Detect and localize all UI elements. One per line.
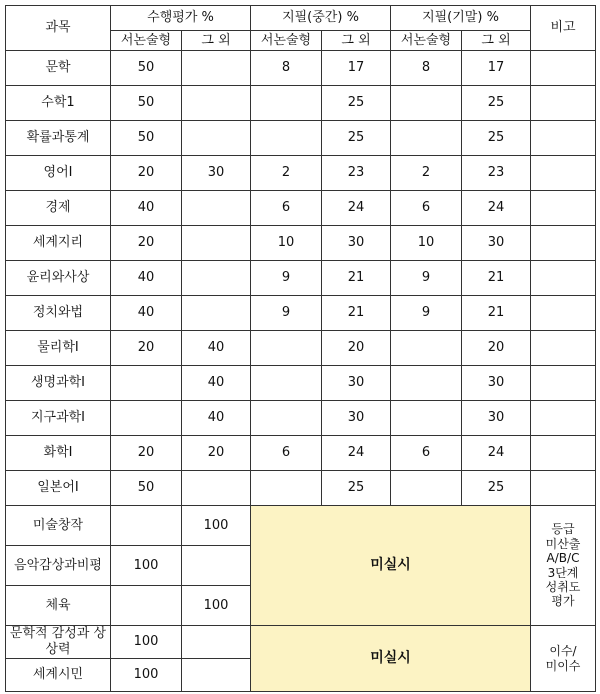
final-other-cell: 25 bbox=[462, 86, 531, 121]
perf-other-cell bbox=[182, 546, 251, 586]
subject-cell: 영어Ⅰ bbox=[6, 156, 111, 191]
final-other-cell: 24 bbox=[462, 436, 531, 471]
final-essay-cell bbox=[391, 401, 462, 436]
final-essay-cell: 9 bbox=[391, 261, 462, 296]
table-row bbox=[6, 296, 596, 331]
grade-ratio-table bbox=[5, 5, 596, 692]
other-subheader: 그 외 bbox=[322, 31, 391, 51]
remarks-cell bbox=[531, 261, 596, 296]
remarks-cell bbox=[531, 296, 596, 331]
final-essay-cell: 9 bbox=[391, 296, 462, 331]
mid-other-cell: 30 bbox=[322, 401, 391, 436]
mid-essay-cell: 6 bbox=[251, 191, 322, 226]
perf-essay-cell: 20 bbox=[111, 156, 182, 191]
midterm-header: 지필(중간) % bbox=[251, 6, 391, 31]
mid-other-cell: 24 bbox=[322, 436, 391, 471]
final-essay-cell: 10 bbox=[391, 226, 462, 261]
perf-essay-cell: 20 bbox=[111, 226, 182, 261]
perf-other-cell bbox=[182, 51, 251, 86]
final-other-cell: 30 bbox=[462, 366, 531, 401]
perf-essay-cell: 100 bbox=[111, 546, 182, 586]
remarks-cell bbox=[531, 121, 596, 156]
final-other-cell: 23 bbox=[462, 156, 531, 191]
subject-cell: 음악감상과비평 bbox=[6, 546, 111, 586]
perf-essay-cell: 40 bbox=[111, 261, 182, 296]
mid-other-cell: 23 bbox=[322, 156, 391, 191]
perf-essay-cell: 50 bbox=[111, 86, 182, 121]
note-line: 미이수 bbox=[545, 658, 581, 673]
table-row bbox=[6, 51, 596, 86]
mid-other-cell: 24 bbox=[322, 191, 391, 226]
mid-essay-cell bbox=[251, 121, 322, 156]
final-essay-cell bbox=[391, 366, 462, 401]
final-essay-cell: 6 bbox=[391, 436, 462, 471]
mid-essay-cell bbox=[251, 86, 322, 121]
table-row bbox=[6, 156, 596, 191]
mid-essay-cell bbox=[251, 366, 322, 401]
mid-other-cell: 21 bbox=[322, 296, 391, 331]
remarks-cell bbox=[531, 226, 596, 261]
subject-cell: 정치와법 bbox=[6, 296, 111, 331]
mid-other-cell: 25 bbox=[322, 86, 391, 121]
perf-other-cell: 100 bbox=[182, 506, 251, 546]
remarks-cell bbox=[531, 401, 596, 436]
subject-cell: 세계지리 bbox=[6, 226, 111, 261]
mid-essay-cell: 2 bbox=[251, 156, 322, 191]
perf-essay-cell: 50 bbox=[111, 51, 182, 86]
subject-cell: 문학적 감성과 상상력 bbox=[6, 626, 111, 659]
table-row bbox=[6, 86, 596, 121]
final-other-cell: 21 bbox=[462, 296, 531, 331]
perf-essay-cell: 50 bbox=[111, 471, 182, 506]
mid-essay-cell bbox=[251, 471, 322, 506]
table-row bbox=[6, 191, 596, 226]
final-other-cell: 25 bbox=[462, 121, 531, 156]
subject-cell: 물리학Ⅰ bbox=[6, 331, 111, 366]
remarks-cell bbox=[531, 366, 596, 401]
perf-other-cell bbox=[182, 659, 251, 692]
final-essay-cell: 8 bbox=[391, 51, 462, 86]
final-essay-cell bbox=[391, 471, 462, 506]
mid-other-cell: 30 bbox=[322, 366, 391, 401]
note-line: 등급 bbox=[551, 522, 575, 537]
mid-essay-cell: 8 bbox=[251, 51, 322, 86]
mid-other-cell: 21 bbox=[322, 261, 391, 296]
subject-cell: 경제 bbox=[6, 191, 111, 226]
mid-other-cell: 17 bbox=[322, 51, 391, 86]
table-row bbox=[6, 261, 596, 296]
subject-cell: 문학 bbox=[6, 51, 111, 86]
performance-header: 수행평가 % bbox=[111, 6, 251, 31]
remarks-cell bbox=[531, 436, 596, 471]
note-line: 미산출 bbox=[545, 536, 581, 551]
subject-cell: 세계시민 bbox=[6, 659, 111, 692]
final-other-cell: 24 bbox=[462, 191, 531, 226]
perf-other-cell bbox=[182, 261, 251, 296]
mid-other-cell: 25 bbox=[322, 471, 391, 506]
remarks-cell bbox=[531, 86, 596, 121]
subject-cell: 지구과학Ⅰ bbox=[6, 401, 111, 436]
mid-essay-cell bbox=[251, 331, 322, 366]
note-line: 3단계 bbox=[547, 565, 579, 580]
subject-cell: 확률과통계 bbox=[6, 121, 111, 156]
perf-other-cell bbox=[182, 86, 251, 121]
perf-essay-cell: 20 bbox=[111, 331, 182, 366]
final-essay-cell bbox=[391, 331, 462, 366]
note-line: A/B/C bbox=[546, 551, 580, 566]
essay-subheader: 서논술형 bbox=[251, 31, 322, 51]
table-row bbox=[6, 331, 596, 366]
table-row bbox=[6, 471, 596, 506]
essay-subheader: 서논술형 bbox=[111, 31, 182, 51]
perf-essay-cell: 40 bbox=[111, 296, 182, 331]
perf-essay-cell: 100 bbox=[111, 626, 182, 659]
perf-other-cell bbox=[182, 626, 251, 659]
perf-other-cell bbox=[182, 226, 251, 261]
perf-essay-cell bbox=[111, 401, 182, 436]
final-other-cell: 17 bbox=[462, 51, 531, 86]
header-row bbox=[6, 6, 596, 31]
final-other-cell: 21 bbox=[462, 261, 531, 296]
final-essay-cell bbox=[391, 86, 462, 121]
subject-cell: 윤리와사상 bbox=[6, 261, 111, 296]
mid-essay-cell bbox=[251, 401, 322, 436]
final-essay-cell: 2 bbox=[391, 156, 462, 191]
final-header: 지필(기말) % bbox=[391, 6, 531, 31]
note-line: 평가 bbox=[551, 594, 575, 609]
perf-essay-cell: 50 bbox=[111, 121, 182, 156]
mid-essay-cell: 9 bbox=[251, 261, 322, 296]
perf-other-cell: 100 bbox=[182, 586, 251, 626]
table-body bbox=[6, 6, 596, 692]
perf-essay-cell bbox=[111, 586, 182, 626]
note-line: 성취도 bbox=[545, 579, 581, 594]
not-conducted-cell: 미실시 bbox=[251, 506, 531, 626]
mid-other-cell: 25 bbox=[322, 121, 391, 156]
table-row bbox=[6, 121, 596, 156]
not-conducted-cell: 미실시 bbox=[251, 626, 531, 692]
remarks-header: 비고 bbox=[531, 6, 596, 51]
essay-subheader: 서논술형 bbox=[391, 31, 462, 51]
other-subheader: 그 외 bbox=[462, 31, 531, 51]
final-other-cell: 30 bbox=[462, 226, 531, 261]
table-row bbox=[6, 436, 596, 471]
final-other-cell: 25 bbox=[462, 471, 531, 506]
perf-other-cell bbox=[182, 191, 251, 226]
perf-other-cell bbox=[182, 296, 251, 331]
pass-fail-note-cell bbox=[531, 626, 596, 692]
remarks-cell bbox=[531, 51, 596, 86]
perf-essay-cell bbox=[111, 366, 182, 401]
perf-essay-cell: 40 bbox=[111, 191, 182, 226]
remarks-cell bbox=[531, 331, 596, 366]
perf-other-cell bbox=[182, 471, 251, 506]
mid-essay-cell: 10 bbox=[251, 226, 322, 261]
table-row bbox=[6, 626, 596, 659]
subject-cell: 미술창작 bbox=[6, 506, 111, 546]
perf-other-cell: 30 bbox=[182, 156, 251, 191]
final-essay-cell: 6 bbox=[391, 191, 462, 226]
note-line: 이수/ bbox=[549, 644, 577, 659]
perf-essay-cell: 20 bbox=[111, 436, 182, 471]
table-row bbox=[6, 226, 596, 261]
mid-essay-cell: 6 bbox=[251, 436, 322, 471]
subject-cell: 체육 bbox=[6, 586, 111, 626]
subject-header: 과목 bbox=[6, 6, 111, 51]
table-row bbox=[6, 366, 596, 401]
perf-other-cell bbox=[182, 121, 251, 156]
subject-cell: 일본어Ⅰ bbox=[6, 471, 111, 506]
other-subheader: 그 외 bbox=[182, 31, 251, 51]
mid-essay-cell: 9 bbox=[251, 296, 322, 331]
mid-other-cell: 30 bbox=[322, 226, 391, 261]
perf-essay-cell bbox=[111, 506, 182, 546]
final-other-cell: 30 bbox=[462, 401, 531, 436]
mid-other-cell: 20 bbox=[322, 331, 391, 366]
perf-essay-cell: 100 bbox=[111, 659, 182, 692]
subject-cell: 화학Ⅰ bbox=[6, 436, 111, 471]
grading-note-cell bbox=[531, 506, 596, 626]
subject-cell: 생명과학Ⅰ bbox=[6, 366, 111, 401]
remarks-cell bbox=[531, 191, 596, 226]
perf-other-cell: 40 bbox=[182, 401, 251, 436]
table-row bbox=[6, 401, 596, 436]
final-essay-cell bbox=[391, 121, 462, 156]
subject-cell: 수학1 bbox=[6, 86, 111, 121]
perf-other-cell: 40 bbox=[182, 331, 251, 366]
table-row bbox=[6, 506, 596, 546]
remarks-cell bbox=[531, 471, 596, 506]
final-other-cell: 20 bbox=[462, 331, 531, 366]
perf-other-cell: 20 bbox=[182, 436, 251, 471]
perf-other-cell: 40 bbox=[182, 366, 251, 401]
remarks-cell bbox=[531, 156, 596, 191]
